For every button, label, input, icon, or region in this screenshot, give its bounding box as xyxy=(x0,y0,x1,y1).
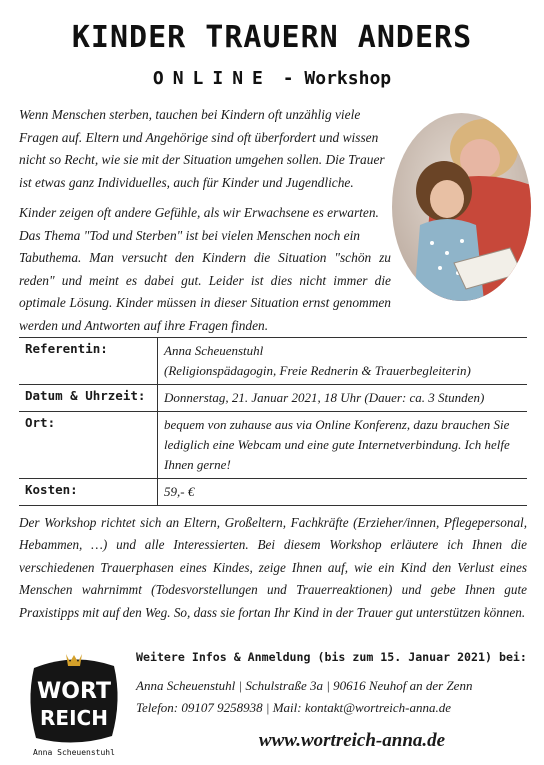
row-kosten xyxy=(19,479,527,506)
page-title: KINDER TRAUERN ANDERS xyxy=(71,20,473,55)
ort-label: Ort: xyxy=(19,412,158,479)
logo-text-wort: WORT xyxy=(37,679,111,704)
subtitle-online: ONLINE xyxy=(152,68,272,89)
datum-label: Datum & Uhrzeit: xyxy=(19,385,158,412)
intro-paragraph-2: Kinder zeigen oft andere Gefühle, als wir Erwachsene es erwarten. Das Thema "Tod und Sterben" ist bei vielen Menschen noch ein xyxy=(19,205,379,243)
logo-caption: Anna Scheuenstuhl xyxy=(33,748,115,757)
subtitle xyxy=(0,68,544,89)
info-table xyxy=(19,337,527,506)
subtitle-workshop: - Workshop xyxy=(271,68,392,89)
intro-paragraph-2-cont: Tabuthema. Man versucht den Kindern die Situation "schön zu reden" und meint es dabei gut. Leider ist dies nicht immer die optimale Lösung. Kinder müssen in dieser Situation ernst genommen werden und Antworten auf ihre Fragen finden. xyxy=(19,250,391,333)
row-datum xyxy=(19,385,527,412)
wortreich-logo xyxy=(22,650,126,760)
row-referentin xyxy=(19,338,527,385)
mother-daughter-photo xyxy=(392,113,531,301)
referentin-label: Referentin: xyxy=(19,338,158,385)
ort-value: bequem von zuhause aus via Online Konferenz, dazu brauchen Sie lediglich eine Webcam und eine gute Internetverbindung. Ich helfe Ihnen gerne! xyxy=(164,417,510,472)
referentin-name: Anna Scheuenstuhl xyxy=(164,343,264,358)
contact-address: Anna Scheuenstuhl | Schulstraße 3a | 90616 Neuhof an der Zenn xyxy=(136,678,473,693)
row-ort xyxy=(19,412,527,479)
referentin-value xyxy=(158,338,528,385)
website-link[interactable]: www.wortreich-anna.de xyxy=(258,730,446,751)
kosten-value: 59,- € xyxy=(164,484,195,499)
contact-heading: Weitere Infos & Anmeldung (bis zum 15. Januar 2021) bei: xyxy=(136,650,527,664)
datum-value: Donnerstag, 21. Januar 2021, 18 Uhr (Dauer: ca. 3 Stunden) xyxy=(164,390,485,405)
contact-phone-mail: Telefon: 09107 9258938 | Mail: kontakt@wortreich-anna.de xyxy=(136,700,451,715)
referentin-detail: (Religionspädagogin, Freie Rednerin & Trauerbegleiterin) xyxy=(164,363,471,378)
kosten-label: Kosten: xyxy=(19,479,158,506)
workshop-description: Der Workshop richtet sich an Eltern, Großeltern, Fachkräfte (Erzieher/innen, Pflegepersonal, Hebammen, …) und alle Interessierten. Bei diesem Workshop erläutere ich Ihnen die verschiedenen Trauerphasen eines Kindes, zeige Ihnen auf, wie ein Kind den Verlust eines Menschen wahrnimmt (Todesvorstellungen und Trauerreaktionen) und gebe Ihnen gute Praxistipps mit auf den Weg. So, dass sie fortan Ihr Kind in der Trauer gut unterstützen können. xyxy=(19,515,527,620)
intro-paragraph-1: Wenn Menschen sterben, tauchen bei Kindern oft unzählig viele Fragen auf. Eltern und Angehörige sind oft überfordert und wissen nicht so Recht, wie sie mit der Situation umgehen sollen. Die Trauer ist etwas ganz Individuelles, auch für Kinder und Jugendliche. xyxy=(19,107,385,190)
logo-text-reich: REICH xyxy=(40,706,108,730)
